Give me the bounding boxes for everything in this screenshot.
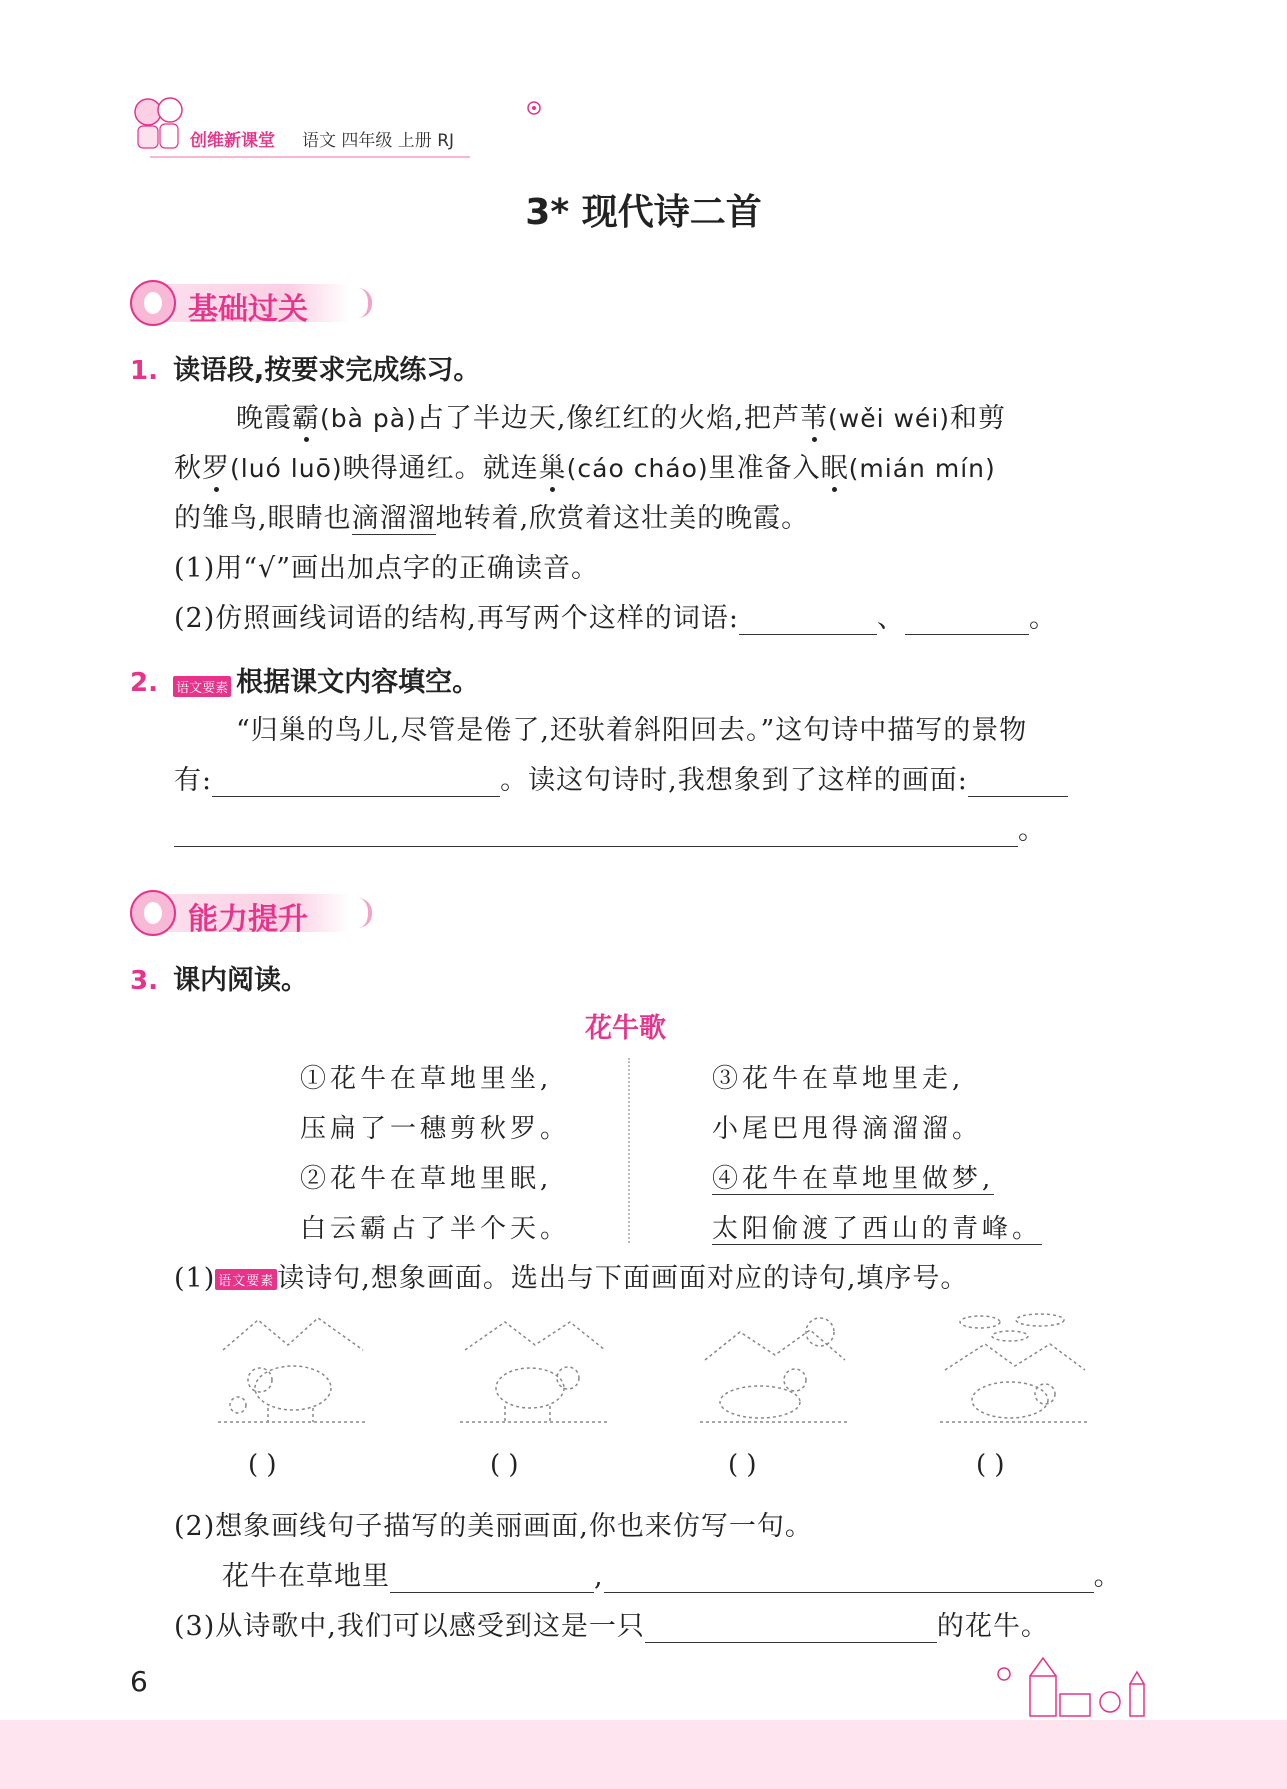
header-mascot-icon [128, 92, 188, 154]
answer-paren-2[interactable]: ( ) [490, 1450, 519, 1480]
poem-left-line-4: 白云霸占了半个天。 [300, 1214, 571, 1244]
poem-left-line-2: 压扁了一穗剪秋罗。 [300, 1114, 571, 1144]
cow-picture-4 [940, 1310, 1090, 1430]
castle-decoration-icon [990, 1654, 1170, 1720]
skill-tag: 语文要素 [215, 1269, 277, 1290]
q2-line-1: “归巢的鸟儿,尽管是倦了,还驮着斜阳回去。”这句诗中描写的景物 [236, 715, 1028, 746]
poem-right-line-2: 小尾巴甩得滴溜溜。 [712, 1114, 983, 1144]
poem-right-line-3: ④花牛在草地里做梦, [712, 1164, 995, 1194]
q1-passage-line-2: 秋罗(luó luō)映得通红。就连巢(cáo cháo)里准备入眠(mián mín) [174, 453, 996, 484]
question-2-heading: 2. 语文要素 根据课文内容填空。 [130, 667, 480, 698]
header-book-info: 语文 四年级 上册 RJ [302, 131, 455, 151]
q3-subquestion-2-answer: 花牛在草地里 , 。 [222, 1561, 1122, 1592]
answer-blank[interactable] [604, 1564, 1094, 1593]
header-brand: 创维新课堂 [190, 131, 275, 151]
section-header-ability: 能力提升 [130, 890, 370, 936]
section-header-basics: 基础过关 [130, 280, 370, 326]
poem-divider [628, 1058, 630, 1243]
q3-subquestion-3: (3)从诗歌中,我们可以感受到这是一只 的花牛。 [174, 1611, 1049, 1642]
answer-blank[interactable] [212, 768, 500, 797]
answer-blank[interactable] [390, 1564, 594, 1593]
mascot-icon [130, 280, 176, 326]
q2-line-2: 有: 。读这句诗时,我想象到了这样的画面: [174, 758, 1068, 797]
answer-blank[interactable] [174, 818, 1018, 847]
q1-passage-line-3: 的雏鸟,眼睛也滴溜溜地转着,欣赏着这壮美的晚霞。 [174, 503, 810, 534]
q1-subquestion-1: (1)用“√”画出加点字的正确读音。 [174, 553, 600, 584]
answer-blank[interactable] [645, 1614, 937, 1643]
mascot-icon [130, 890, 176, 936]
footer-band [0, 1720, 1287, 1789]
skill-tag: 语文要素 [173, 676, 231, 697]
cow-picture-1 [218, 1310, 368, 1430]
page-number: 6 [130, 1665, 148, 1698]
poem-left-line-3: ②花牛在草地里眠, [300, 1164, 553, 1194]
header-rule [150, 156, 470, 158]
page-title: 3* 现代诗二首 [525, 192, 762, 233]
answer-paren-3[interactable]: ( ) [728, 1450, 757, 1480]
question-3-heading: 3. 课内阅读。 [130, 965, 309, 996]
flower-icon [524, 98, 544, 118]
cow-picture-3 [700, 1310, 850, 1430]
q1-subquestion-2: (2)仿照画线词语的结构,再写两个这样的词语: 、 。 [174, 603, 1057, 634]
q1-passage-line-1: 晚霞霸(bà pà)占了半边天,像红红的火焰,把芦苇(wěi wéi)和剪 [236, 403, 1007, 434]
answer-blank[interactable] [905, 606, 1029, 635]
q3-subquestion-2: (2)想象画线句子描写的美丽画面,你也来仿写一句。 [174, 1511, 813, 1542]
answer-blank[interactable] [968, 768, 1068, 797]
poem-left-line-1: ①花牛在草地里坐, [300, 1064, 553, 1094]
poem-right-line-4: 太阳偷渡了西山的青峰。 [712, 1214, 1043, 1244]
answer-paren-4[interactable]: ( ) [976, 1450, 1005, 1480]
poem-title: 花牛歌 [585, 1013, 666, 1044]
question-1-heading: 1. 读语段,按要求完成练习。 [130, 355, 481, 386]
cow-picture-2 [460, 1310, 610, 1430]
answer-paren-1[interactable]: ( ) [248, 1450, 277, 1480]
q3-subquestion-1: (1) 语文要素 读诗句,想象画面。选出与下面画面对应的诗句,填序号。 [174, 1263, 969, 1294]
poem-right-line-1: ③花牛在草地里走, [712, 1064, 965, 1094]
q2-line-3: 。 [174, 808, 1046, 847]
answer-blank[interactable] [739, 606, 877, 635]
